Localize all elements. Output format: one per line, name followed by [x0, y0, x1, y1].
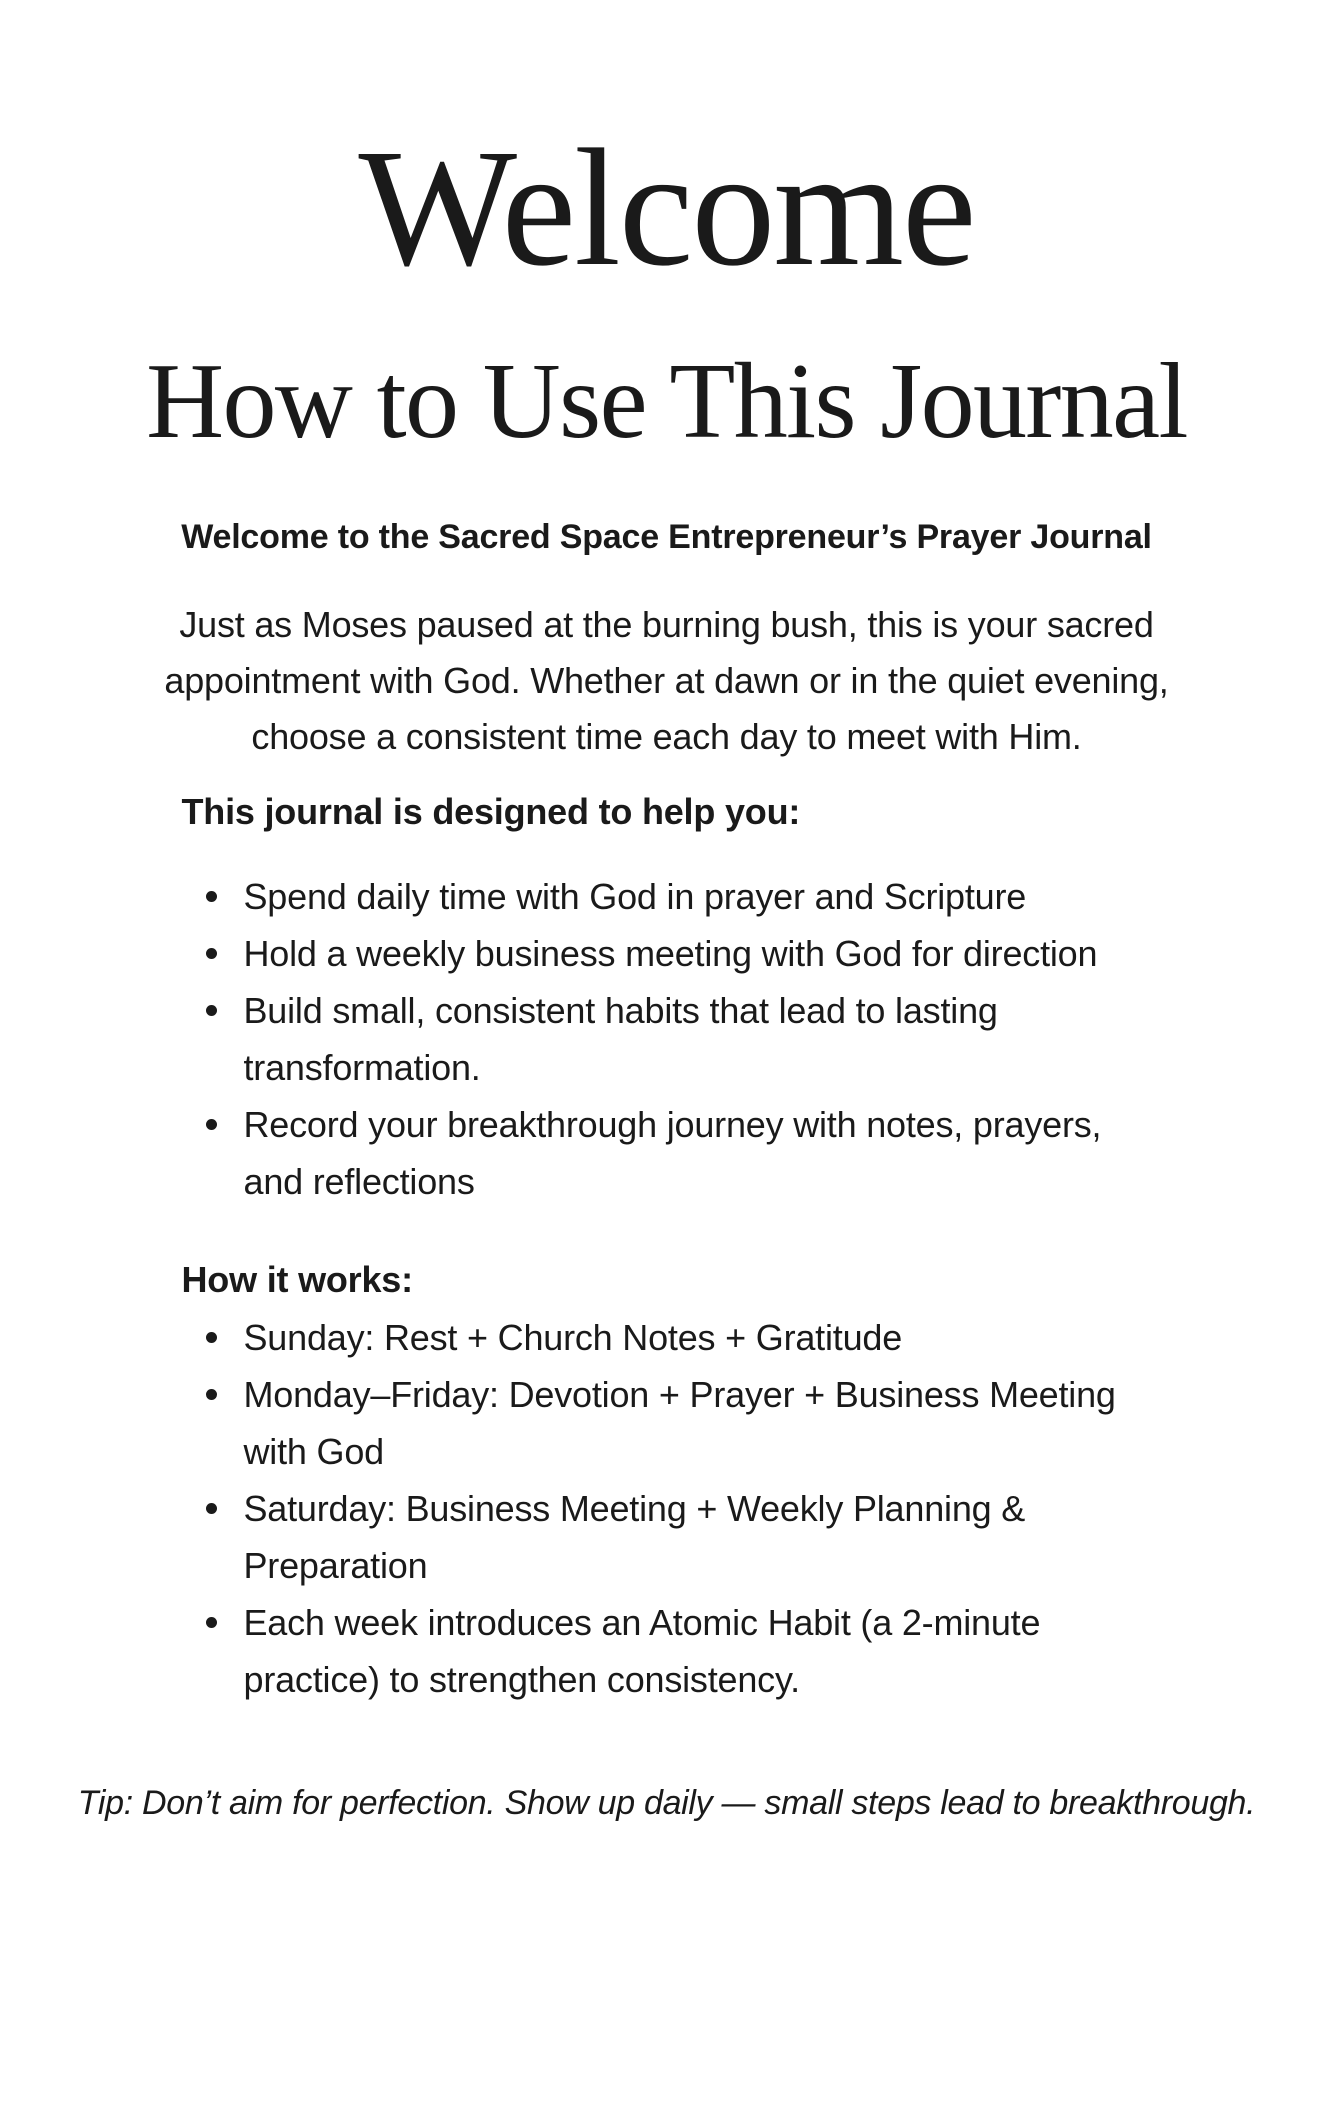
page-title: Welcome — [358, 115, 975, 301]
bullet-list-how-it-works — [182, 1309, 1152, 1708]
list-item: Sunday: Rest + Church Notes + Gratitude — [182, 1309, 1152, 1366]
journal-page — [0, 115, 1333, 2124]
list-item: Spend daily time with God in prayer and Scripture — [182, 868, 1152, 925]
bullet-list-designed-to-help — [182, 868, 1152, 1210]
list-item: Each week introduces an Atomic Habit (a 2-minute practice) to strengthen consistency. — [182, 1594, 1152, 1708]
list-item: Record your breakthrough journey with notes, prayers, and reflections — [182, 1096, 1152, 1210]
tip-text: Tip: Don’t aim for perfection. Show up daily — small steps lead to breakthrough. — [77, 1783, 1256, 1822]
section-heading-designed-to-help: This journal is designed to help you: — [181, 790, 801, 832]
list-item: Build small, consistent habits that lead to lasting transformation. — [182, 982, 1152, 1096]
page-subtitle: How to Use This Journal — [146, 342, 1187, 461]
section-heading-how-it-works: How it works: — [181, 1258, 413, 1300]
intro-paragraph: Just as Moses paused at the burning bush, this is your sacred appointment with God. Whether at dawn or in the quiet evening, choose a consistent time each day to meet with Him. — [164, 603, 1169, 757]
list-item: Monday–Friday: Devotion + Prayer + Business Meeting with God — [182, 1366, 1152, 1480]
list-item: Saturday: Business Meeting + Weekly Planning & Preparation — [182, 1480, 1152, 1594]
lead-heading: Welcome to the Sacred Space Entrepreneur’s Prayer Journal — [181, 518, 1152, 556]
list-item: Hold a weekly business meeting with God for direction — [182, 925, 1152, 982]
